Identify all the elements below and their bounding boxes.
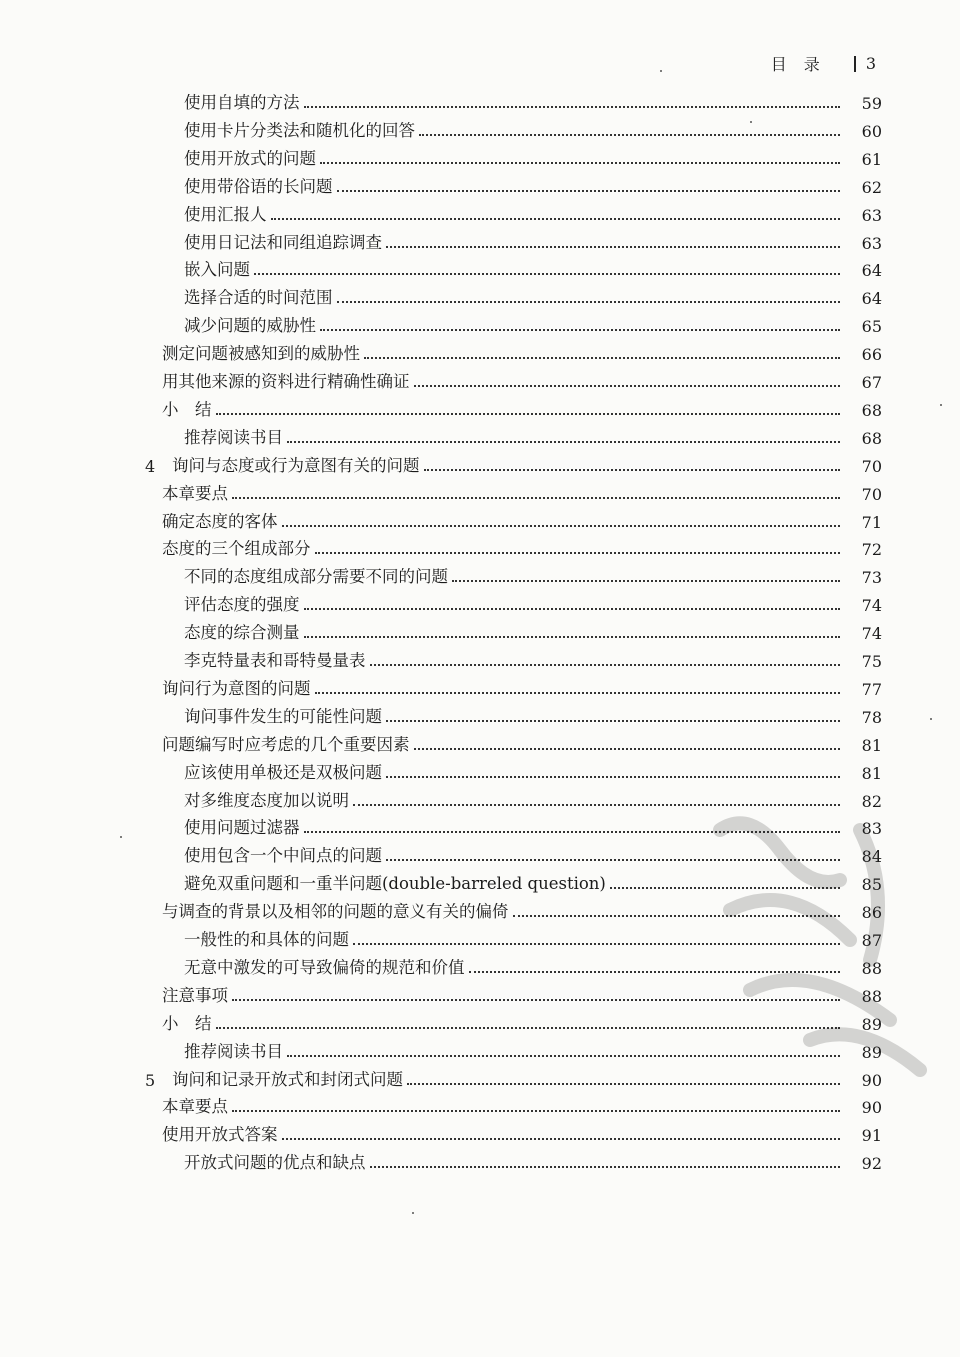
toc-leader-dots [282,1138,841,1140]
toc-chapter-number: 5 [145,1070,156,1090]
scan-speck [412,1212,414,1214]
toc-entry-title: 不同的态度组成部分需要不同的问题 [184,567,448,587]
toc-entry [184,314,882,336]
toc-leader-dots [254,273,840,275]
toc-entry-page: 71 [861,512,882,532]
toc-entry [184,258,882,280]
toc-leader-dots [320,329,840,331]
toc-entry-page: 59 [861,94,882,113]
toc-leader-dots [337,190,841,192]
toc-leader-dots [419,134,840,136]
toc-entry-title: 问题编写时应考虑的几个重要因素 [162,734,410,754]
toc-entry-title: 使用汇报人 [184,204,267,224]
toc-entry [184,761,882,783]
toc-entry-title: 询问事件发生的可能性问题 [184,706,382,726]
toc-entry-page: 73 [861,568,882,588]
toc-entry-title: 使用自填的方法 [184,93,300,112]
toc-entry-title: 态度的综合测量 [184,623,300,643]
toc-entry [162,482,882,504]
toc-entry-page: 88 [861,986,882,1006]
toc-entry-title: 避免双重问题和一重半问题(double-barreled question) [184,874,606,894]
toc-entry [162,733,882,755]
toc-entry-title: 一般性的和具体的问题 [184,930,349,949]
toc-chapter-entry [145,454,882,476]
toc-leader-dots [424,469,841,471]
toc-entry-page: 90 [861,1070,882,1090]
toc-entry-page: 63 [861,205,882,225]
toc-entry-page: 91 [861,1126,882,1146]
toc-entry-page: 85 [861,875,882,895]
toc-entry-page: 68 [861,400,882,420]
watermark-seal [690,790,940,1120]
scan-speck [750,121,752,123]
toc-entry-title: 小 结 [162,399,212,419]
toc-leader-dots [304,608,841,610]
toc-entry-title: 确定态度的客体 [162,511,278,531]
toc-entry-title: 注意事项 [162,985,228,1005]
toc-entry-page: 68 [861,428,882,448]
toc-entry [184,621,882,643]
toc-leader-dots [320,162,840,164]
toc-entry-title: 推荐阅读书目 [184,1041,283,1061]
toc-leader-dots [370,664,841,666]
toc-entry-page: 87 [861,931,882,950]
toc-entry-title: 询问与态度或行为意图有关的问题 [172,455,420,475]
toc-leader-dots [414,385,841,387]
toc-entry-page: 65 [861,317,882,337]
scan-speck [930,718,932,720]
toc-entry [184,649,882,671]
toc-leader-dots [282,525,841,527]
toc-entry-page: 90 [861,1098,882,1118]
toc-entry-page: 64 [861,261,882,281]
toc-leader-dots [304,636,841,638]
toc-entry-page: 63 [861,233,882,253]
toc-entry-page: 62 [861,177,882,197]
toc-entry [184,231,882,253]
toc-entry [162,398,882,420]
toc-entry-page: 89 [861,1014,882,1034]
toc-entry-page: 78 [861,707,882,727]
toc-leader-dots [315,552,841,554]
toc-leader-dots [386,720,840,722]
toc-entry [184,91,882,113]
toc-entry [184,705,882,727]
toc-leader-dots [337,301,841,303]
toc-entry-page: 60 [861,121,882,141]
toc-entry-page: 70 [861,484,882,504]
toc-entry-page: 64 [861,289,882,309]
toc-entry-title: 使用开放式答案 [162,1125,278,1145]
toc-entry-title: 减少问题的威胁性 [184,316,316,336]
toc-entry-page: 61 [861,149,882,169]
toc-leader-dots [364,357,840,359]
header-page-number: 3 [865,54,882,73]
toc-entry-title: 嵌入问题 [184,260,250,280]
toc-entry-title: 李克特量表和哥特曼量表 [184,651,366,670]
toc-entry [184,286,882,308]
toc-entry [162,342,882,364]
toc-entry-page: 86 [861,903,882,923]
toc-entry-title: 本章要点 [162,1097,228,1117]
toc-entry-page: 66 [861,345,882,365]
toc-entry-page: 77 [861,679,882,699]
toc-entry-page: 83 [861,819,882,839]
toc-leader-dots [370,1166,841,1168]
toc-entry-page: 75 [861,652,882,671]
toc-entry-title: 应该使用单极还是双极问题 [184,762,382,782]
scan-speck [940,404,942,406]
header-separator [854,56,856,72]
scan-speck [120,836,122,838]
toc-entry-page: 84 [861,847,882,867]
toc-entry [184,1151,882,1173]
toc-entry [184,175,882,197]
toc-entry-page: 67 [861,373,882,392]
toc-entry-title: 询问行为意图的问题 [162,678,311,698]
toc-entry-page: 81 [861,763,882,783]
toc-leader-dots [287,441,840,443]
toc-entry-page: 88 [861,958,882,978]
toc-entry-title: 使用日记法和同组追踪调查 [184,232,382,252]
toc-entry [162,1123,882,1145]
toc-entry-title: 无意中激发的可导致偏倚的规范和价值 [184,957,465,977]
toc-leader-dots [452,580,840,582]
toc-leader-dots [304,106,841,108]
toc-entry-page: 74 [861,596,882,616]
toc-leader-dots [414,748,841,750]
toc-entry [184,593,882,615]
toc-entry [162,677,882,699]
toc-entry-title: 使用开放式的问题 [184,148,316,168]
header-section-title: 目 录 [770,55,826,74]
toc-entry-title: 推荐阅读书目 [184,427,283,447]
toc-entry-title: 对多维度态度加以说明 [184,790,349,810]
toc-entry-title: 小 结 [162,1013,212,1033]
toc-leader-dots [216,413,841,415]
toc-entry-title: 使用卡片分类法和随机化的回答 [184,120,415,140]
toc-entry-page: 82 [861,791,882,811]
toc-entry-title: 评估态度的强度 [184,595,300,615]
toc-entry [162,510,882,532]
toc-leader-dots [386,776,840,778]
toc-entry [162,537,882,559]
toc-entry [184,565,882,587]
toc-entry-title: 用其他来源的资料进行精确性确证 [162,372,410,391]
toc-entry-page: 72 [861,540,882,560]
toc-entry [162,370,882,392]
toc-entry [184,203,882,225]
running-header [771,52,882,75]
toc-entry-title: 询问和记录开放式和封闭式问题 [172,1069,403,1089]
toc-entry-title: 态度的三个组成部分 [162,539,311,559]
toc-entry-page: 92 [861,1154,882,1174]
toc-entry [184,147,882,169]
toc-entry-page: 89 [861,1042,882,1062]
toc-entry-title: 本章要点 [162,483,228,503]
toc-chapter-number: 4 [145,456,156,476]
toc-entry [184,426,882,448]
toc-entry-title: 与调查的背景以及相邻的问题的意义有关的偏倚 [162,902,509,922]
toc-entry-title: 测定问题被感知到的威胁性 [162,344,360,364]
toc-entry-title: 开放式问题的优点和缺点 [184,1153,366,1173]
toc-entry-title: 使用带俗语的长问题 [184,176,333,196]
toc-entry-title: 选择合适的时间范围 [184,288,333,308]
toc-leader-dots [386,246,840,248]
toc-leader-dots [232,497,840,499]
toc-leader-dots [315,692,841,694]
toc-entry-title: 使用问题过滤器 [184,818,300,838]
toc-leader-dots [271,218,841,220]
toc-entry-page: 70 [861,456,882,476]
toc-entry-page: 74 [861,624,882,644]
toc-entry [184,119,882,141]
scan-speck [660,70,662,72]
toc-entry-title: 使用包含一个中间点的问题 [184,846,382,866]
toc-entry-page: 81 [861,735,882,755]
